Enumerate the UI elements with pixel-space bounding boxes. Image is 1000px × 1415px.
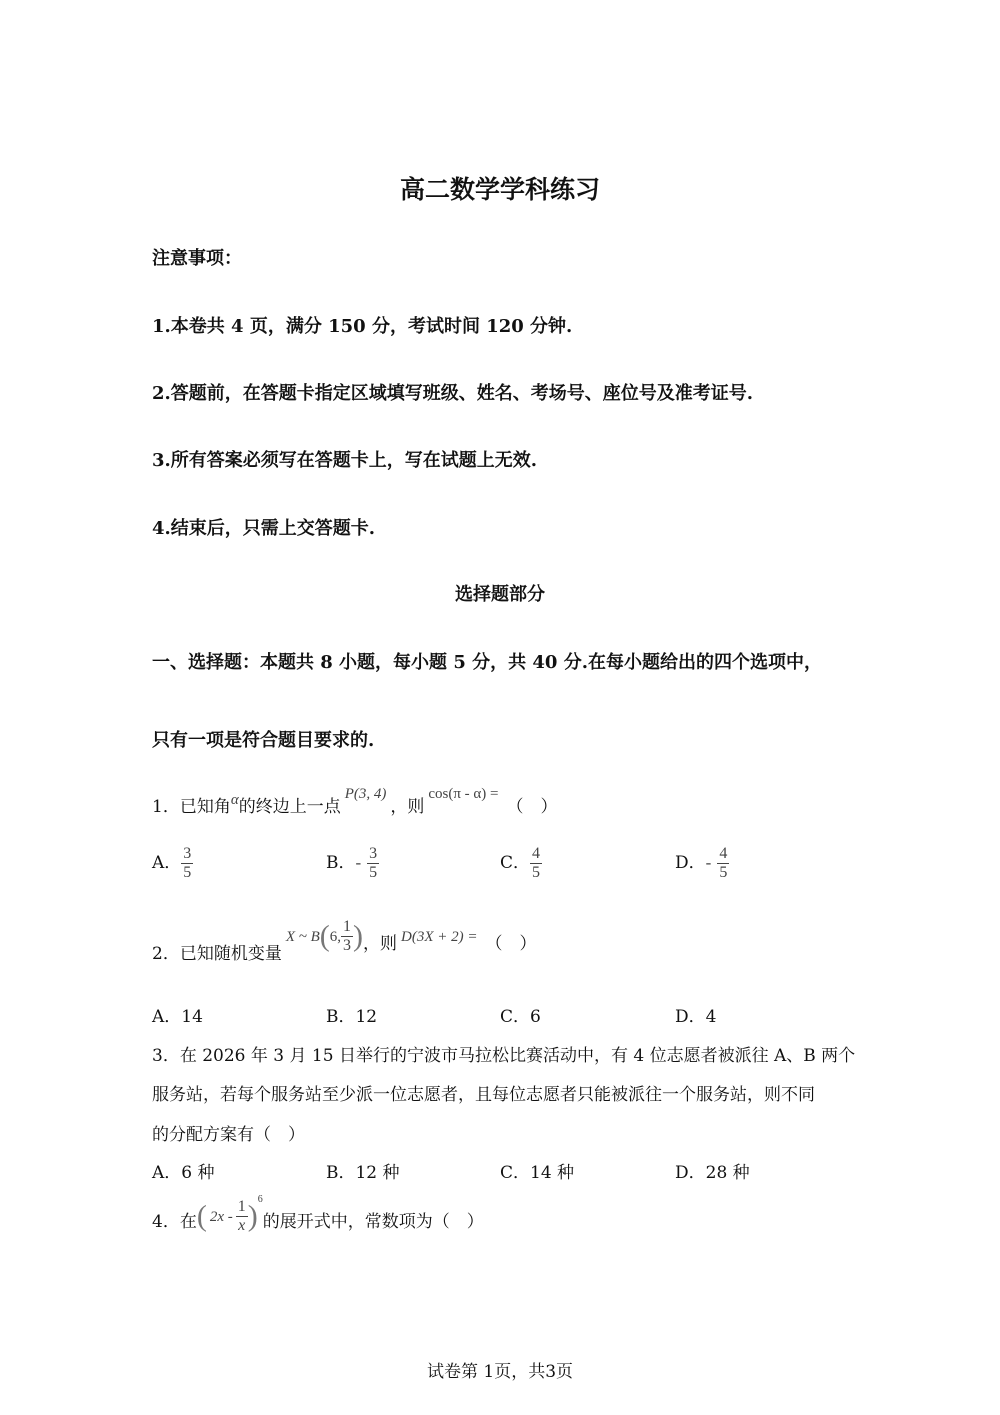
numerator: 1 <box>343 918 352 935</box>
q1-option-a[interactable] <box>152 845 193 882</box>
question-2 <box>152 918 537 964</box>
q3-option-d[interactable]: D．28 种 <box>675 1163 750 1183</box>
q1-expression: cos(π - α) = <box>428 786 499 802</box>
q2-option-b[interactable]: B．12 <box>326 1007 378 1027</box>
q4-power: 6 <box>257 1194 263 1205</box>
q2-blank: （ ） <box>485 934 537 954</box>
q2-option-c[interactable]: C．6 <box>500 1007 541 1027</box>
option-label: A． <box>152 853 182 873</box>
numerator: 3 <box>369 845 378 862</box>
denominator: 5 <box>369 864 378 881</box>
q2-distribution: X ~ B <box>285 929 320 945</box>
q4-fraction <box>236 1198 248 1235</box>
page-footer: 试卷第 1页，共3页 <box>426 1362 574 1382</box>
minus-sign: - <box>705 853 712 872</box>
q2-then: ，则 <box>363 934 398 954</box>
q4-suffix: 的展开式中，常数项为（ ） <box>262 1212 484 1232</box>
q3-line-2: 服务站，若每个服务站至少派一位志愿者，且每位志愿者只能被派往一个服务站，则不同 <box>152 1085 815 1105</box>
q3-line-1: 3．在 2026 年 3 月 15 日举行的宁波市马拉松比赛活动中，有 4 位志愿者被派往 A、B 两个 <box>152 1046 856 1066</box>
q1-point: P(3, 4) <box>344 786 387 802</box>
minus-sign: - <box>355 853 362 872</box>
q2-n: 6, <box>329 929 342 945</box>
q1-option-b[interactable] <box>326 845 379 882</box>
question-4 <box>152 1194 484 1235</box>
numerator: 3 <box>183 845 192 862</box>
numerator: 4 <box>719 845 728 862</box>
notice-item-3: 3.所有答案必须写在答题卡上，写在试题上无效. <box>152 450 538 471</box>
notice-item-2: 2.答题前，在答题卡指定区域填写班级、姓名、考场号、座位号及准考证号. <box>152 383 754 404</box>
notice-item-4: 4.结束后，只需上交答题卡. <box>152 518 376 539</box>
q4-expression-left: 2x - <box>209 1209 233 1225</box>
fraction <box>530 845 542 882</box>
fraction <box>717 845 729 882</box>
notice-item-1: 1.本卷共 4 页，满分 150 分，考试时间 120 分钟. <box>152 316 573 337</box>
q1-option-c[interactable] <box>500 845 542 882</box>
q2-option-d[interactable]: D．4 <box>675 1007 717 1027</box>
q1-prefix: 1．已知角 <box>152 797 231 817</box>
q3-option-b[interactable]: B．12 种 <box>326 1163 400 1183</box>
open-paren: ( <box>319 919 330 953</box>
denominator: 5 <box>719 864 728 881</box>
q3-option-a[interactable]: A．6 种 <box>152 1163 215 1183</box>
denominator: 3 <box>343 937 352 954</box>
q2-expression: D(3X + 2) = <box>401 929 478 945</box>
option-label: B． <box>326 853 356 873</box>
q2-prefix: 2．已知随机变量 <box>152 944 282 964</box>
q2-probability-fraction <box>341 918 353 955</box>
q1-middle: 的终边上一点 <box>238 797 341 817</box>
q1-option-d[interactable] <box>675 845 729 882</box>
numerator: 4 <box>532 845 541 862</box>
fraction <box>181 845 193 882</box>
q2-option-a[interactable]: A．14 <box>152 1007 203 1027</box>
fraction <box>367 845 379 882</box>
option-label: D． <box>675 853 706 873</box>
q1-blank: （ ） <box>506 797 558 817</box>
denominator: 5 <box>532 864 541 881</box>
part1-instruction-line1: 一、选择题：本题共 8 小题，每小题 5 分，共 40 分.在每小题给出的四个选项中， <box>152 652 822 673</box>
part1-instruction-line2: 只有一项是符合题目要求的. <box>152 730 375 751</box>
q4-prefix: 4．在 <box>152 1212 197 1232</box>
numerator: 1 <box>237 1198 246 1215</box>
question-1 <box>152 786 558 817</box>
denominator: 5 <box>183 864 192 881</box>
open-paren: ( <box>196 1199 207 1233</box>
option-label: C． <box>500 853 531 873</box>
denominator: x <box>238 1217 246 1234</box>
q1-then: ，则 <box>390 797 425 817</box>
q3-line-3: 的分配方案有（ ） <box>152 1125 305 1145</box>
close-paren: ) <box>353 919 364 953</box>
section-title: 选择题部分 <box>455 584 545 605</box>
q1-alpha: α <box>230 792 239 808</box>
page-title: 高二数学学科练习 <box>399 175 600 204</box>
notice-heading: 注意事项： <box>152 248 242 269</box>
q3-option-c[interactable]: C．14 种 <box>500 1163 575 1183</box>
close-paren: ) <box>247 1199 258 1233</box>
